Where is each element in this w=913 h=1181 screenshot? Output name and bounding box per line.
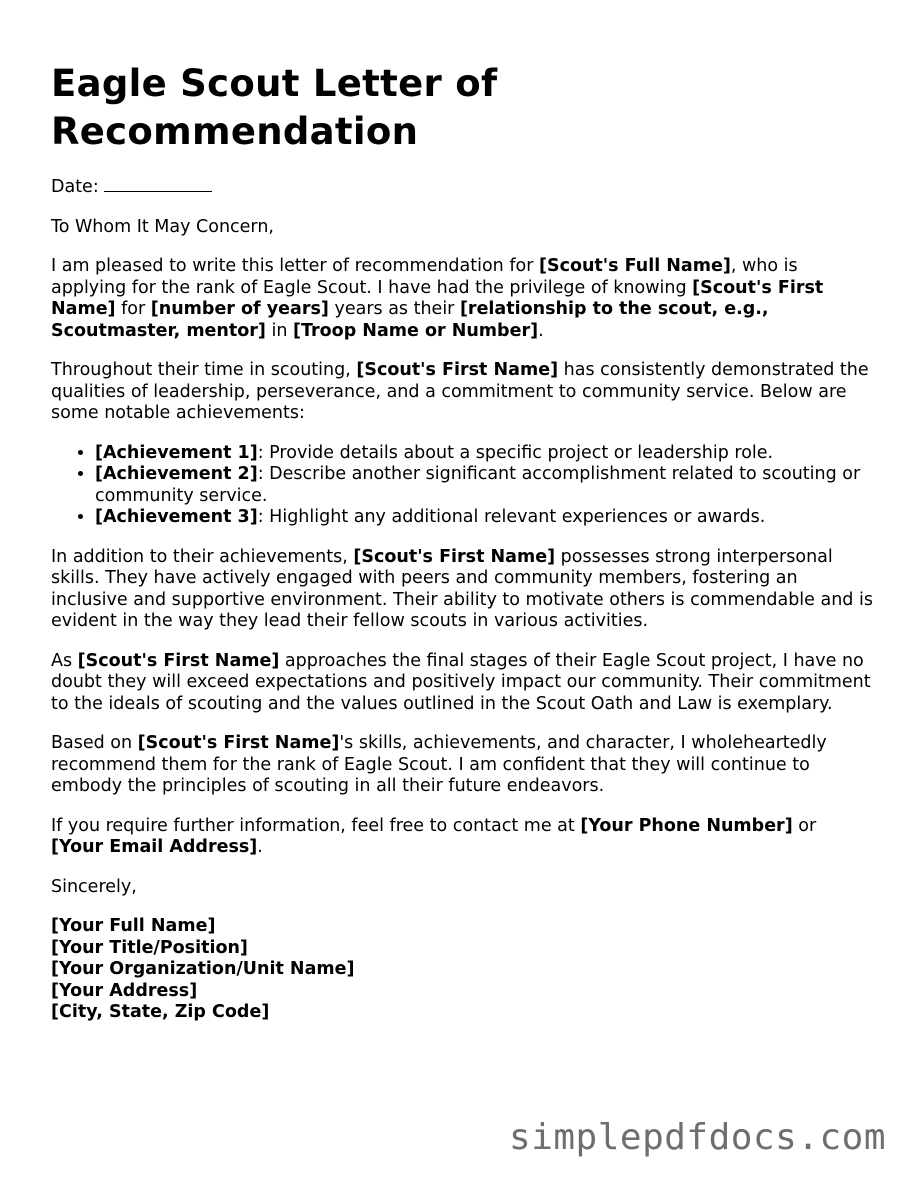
list-item: • [Achievement 3]: Highlight any additional relevant experiences or awards. [95, 507, 873, 529]
list-item: • [Achievement 1]: Provide details about a specific project or leadership role. [95, 443, 873, 465]
signature-full-name: [Your Full Name] [51, 916, 216, 936]
achievement-label: [Achievement 1] [95, 442, 258, 463]
scout-first-name-placeholder: [Scout's First Name] [51, 277, 824, 319]
signature-address: [Your Address] [51, 980, 198, 1001]
signature-city-state-zip: [City, State, Zip Code] [51, 1002, 270, 1022]
paragraph-project: As [Scout's First Name] approaches the final stages of their Eagle Scout project, I have no doubt they will exceed expectations and positively impact our community. Their commitment to the ideals of scouting and the values outlined in the Scout Oath and Law is exemplary. [51, 650, 871, 714]
date-line [51, 177, 873, 199]
email-placeholder: [Your Email Address] [51, 837, 258, 857]
paragraph-contact: If you require further information, feel free to contact me at [Your Phone Number] or [Your Email Address]. [51, 815, 817, 857]
signature-organization: [Your Organization/Unit Name] [51, 959, 355, 979]
paragraph-recommendation: Based on [Scout's First Name]'s skills, achievements, and character, I wholeheartedly recommend them for the rank of Eagle Scout. I am confident that they will continue to embody the principles of scouting in all their future endeavors. [51, 733, 827, 796]
achievement-label: [Achievement 2] [95, 464, 258, 484]
scout-first-name-placeholder: [Scout's First Name] [137, 733, 340, 753]
relationship-placeholder: [relationship to the scout, e.g., Scoutmaster, mentor] [51, 299, 769, 341]
scout-first-name-placeholder: [Scout's First Name] [353, 546, 556, 567]
achievements-list [51, 443, 873, 529]
troop-placeholder: [Troop Name or Number] [293, 320, 539, 341]
closing: Sincerely, [51, 876, 137, 897]
scout-first-name-placeholder: [Scout's First Name] [77, 650, 280, 671]
date-blank [104, 178, 212, 192]
paragraph-qualities: Throughout their time in scouting, [Scout's First Name] has consistently demonstrated the qualities of leadership, perseverance, and a commitment to community service. Below are some notable achievements: [51, 360, 869, 423]
signature-title: [Your Title/Position] [51, 937, 248, 958]
years-placeholder: [number of years] [150, 299, 329, 319]
letter-page [51, 60, 873, 1024]
page-title: Eagle Scout Letter of Recommendation [51, 62, 498, 153]
signature-block [51, 916, 873, 1024]
watermark: simplepdfdocs.com [509, 1117, 886, 1158]
phone-placeholder: [Your Phone Number] [580, 815, 793, 836]
scout-full-name-placeholder: [Scout's Full Name] [538, 256, 731, 276]
date-label: Date: [51, 177, 99, 197]
salutation: To Whom It May Concern, [51, 216, 274, 237]
paragraph-intro: I am pleased to write this letter of recommendation for [Scout's Full Name], who is applying for the rank of Eagle Scout. I have had the privilege of knowing [Scout's First Name] for [number of years] years as their [relationship to the scout, e.g., Scoutmaster, mentor] in [Troop Name or Number]. [51, 256, 824, 341]
scout-first-name-placeholder: [Scout's First Name] [356, 360, 559, 380]
list-item: • [Achievement 2]: Describe another significant accomplishment related to scouting or community service. [95, 464, 873, 507]
achievement-label: [Achievement 3] [95, 507, 258, 527]
paragraph-interpersonal: In addition to their achievements, [Scout's First Name] possesses strong interpersonal skills. They have actively engaged with peers and community members, fostering an inclusive and supportive environment. Their ability to motivate others is commendable and is evident in the way they lead their fellow scouts in various activities. [51, 546, 873, 631]
